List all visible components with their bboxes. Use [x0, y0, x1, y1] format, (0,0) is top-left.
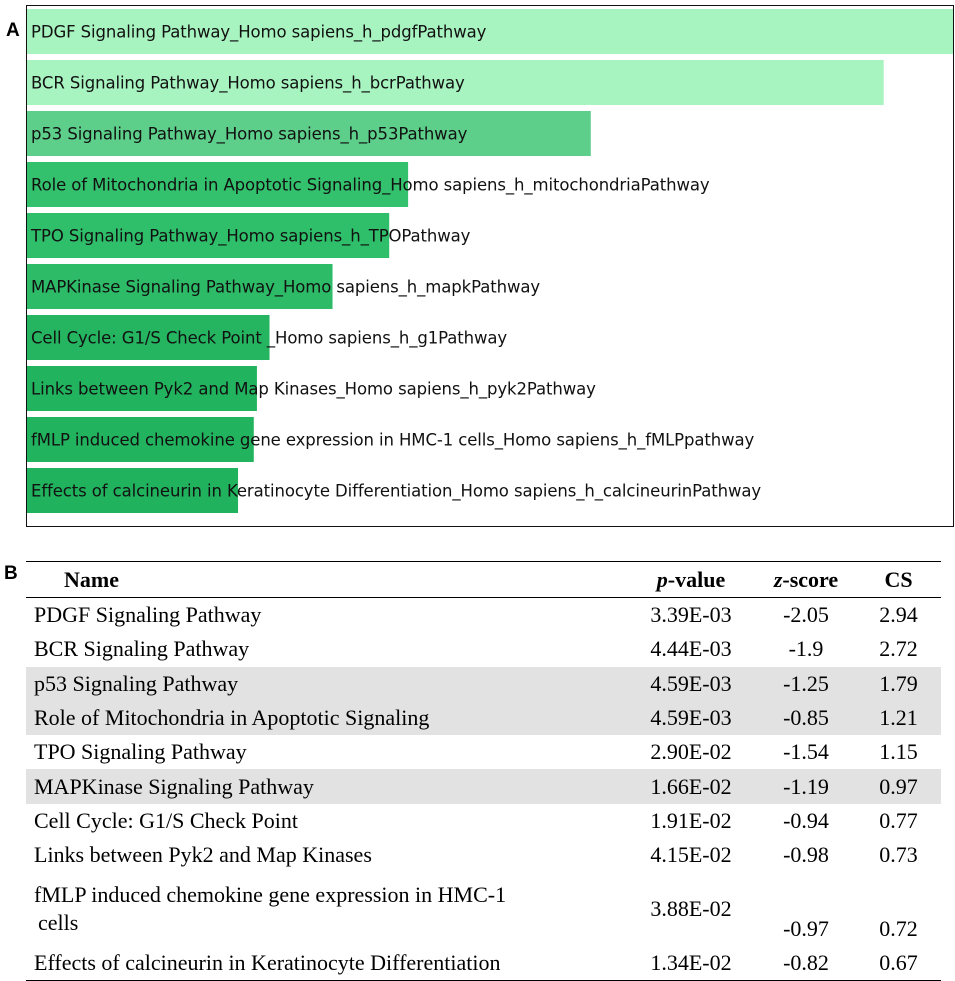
table-row — [26, 735, 941, 769]
cell-z-score: -0.97 — [783, 916, 829, 942]
table-body — [26, 598, 941, 981]
panel-a-label: A — [6, 20, 20, 41]
table-row — [26, 667, 941, 701]
header-p-value: p-value — [656, 566, 726, 592]
bar-label: Links between Pyk2 and Map Kinases_Homo sapiens_h_pyk2Pathway — [31, 379, 596, 399]
cell-z-score: -2.05 — [783, 602, 829, 628]
cell-cs: 2.72 — [879, 636, 918, 662]
cell-z-score: -0.94 — [783, 807, 829, 833]
table-row — [26, 872, 941, 945]
bar-label: BCR Signaling Pathway_Homo sapiens_h_bcrPathway — [31, 73, 465, 93]
cell-name: Effects of calcineurin in Keratinocyte Differentiation — [34, 949, 501, 975]
cell-z-score: -0.98 — [783, 842, 829, 868]
bar-label: Effects of calcineurin in Keratinocyte Differentiation_Homo sapiens_h_calcineurinPathway — [31, 481, 762, 501]
table-row — [26, 838, 941, 872]
cell-p-value: 4.59E-03 — [626, 701, 756, 735]
cell-p-value: 1.91E-02 — [650, 807, 732, 833]
header-cs: CS — [884, 566, 913, 592]
cell-z-score: -0.82 — [783, 949, 829, 975]
cell-name: Links between Pyk2 and Map Kinases — [34, 842, 372, 868]
table-row — [26, 769, 941, 803]
cell-p-value: 2.90E-02 — [650, 739, 732, 765]
cell-z-score: -1.54 — [783, 739, 829, 765]
cell-p-value: 3.88E-02 — [650, 895, 732, 921]
cell-cs: 1.79 — [856, 667, 941, 701]
cell-cs: 1.15 — [879, 739, 918, 765]
cell-p-value: 1.66E-02 — [626, 769, 756, 803]
cell-name: Cell Cycle: G1/S Check Point — [34, 807, 298, 833]
table-row — [26, 632, 941, 666]
results-table — [26, 561, 941, 981]
cell-cs: 2.94 — [879, 602, 918, 628]
cell-z-score: -0.85 — [756, 701, 856, 735]
cell-p-value: 4.59E-03 — [626, 667, 756, 701]
cell-cs: 0.97 — [856, 769, 941, 803]
cell-z-score: -1.19 — [756, 769, 856, 803]
bar-chart-panel — [26, 5, 954, 527]
cell-z-score: -1.25 — [756, 667, 856, 701]
cell-cs: 0.77 — [879, 807, 918, 833]
bar-chart — [27, 6, 953, 525]
header-z-score: z-score — [773, 566, 839, 592]
table-row — [26, 701, 941, 735]
bar-label: PDGF Signaling Pathway_Homo sapiens_h_pdgfPathway — [31, 22, 487, 42]
cell-p-value: 1.34E-02 — [650, 949, 732, 975]
cell-z-score: -1.9 — [788, 636, 824, 662]
bar-label: Role of Mitochondria in Apoptotic Signaling_Homo sapiens_h_mitochondriaPathway — [31, 175, 710, 195]
cell-p-value: 3.39E-03 — [650, 602, 732, 628]
table-row — [26, 945, 941, 980]
table-row — [26, 598, 941, 633]
cell-cs: 1.21 — [856, 701, 941, 735]
results-table-container — [26, 561, 941, 981]
table-header-row — [26, 562, 941, 598]
bar-label: Cell Cycle: G1/S Check Point _Homo sapiens_h_g1Pathway — [31, 328, 508, 348]
bar-label: MAPKinase Signaling Pathway_Homo sapiens_h_mapkPathway — [31, 277, 541, 297]
header-name: Name — [64, 566, 119, 592]
cell-name: TPO Signaling Pathway — [34, 739, 247, 765]
table-row — [26, 804, 941, 838]
cell-name: BCR Signaling Pathway — [34, 636, 250, 662]
bar-label: p53 Signaling Pathway_Homo sapiens_h_p53Pathway — [31, 124, 468, 144]
cell-name: fMLP induced chemokine gene expression in HMC-1 cells — [34, 881, 507, 935]
cell-name: p53 Signaling Pathway — [26, 667, 626, 701]
cell-name: PDGF Signaling Pathway — [34, 602, 262, 628]
cell-p-value: 4.44E-03 — [650, 636, 732, 662]
cell-name: Role of Mitochondria in Apoptotic Signaling — [26, 701, 626, 735]
cell-p-value: 4.15E-02 — [650, 842, 732, 868]
bar-label: fMLP induced chemokine gene expression in HMC-1 cells_Homo sapiens_h_fMLPpathway — [31, 430, 755, 450]
cell-cs: 0.72 — [879, 916, 918, 942]
cell-cs: 0.67 — [879, 949, 918, 975]
cell-cs: 0.73 — [879, 842, 918, 868]
cell-name: MAPKinase Signaling Pathway — [26, 769, 626, 803]
bar-label: TPO Signaling Pathway_Homo sapiens_h_TPOPathway — [31, 226, 471, 246]
panel-b-label: B — [4, 563, 18, 584]
